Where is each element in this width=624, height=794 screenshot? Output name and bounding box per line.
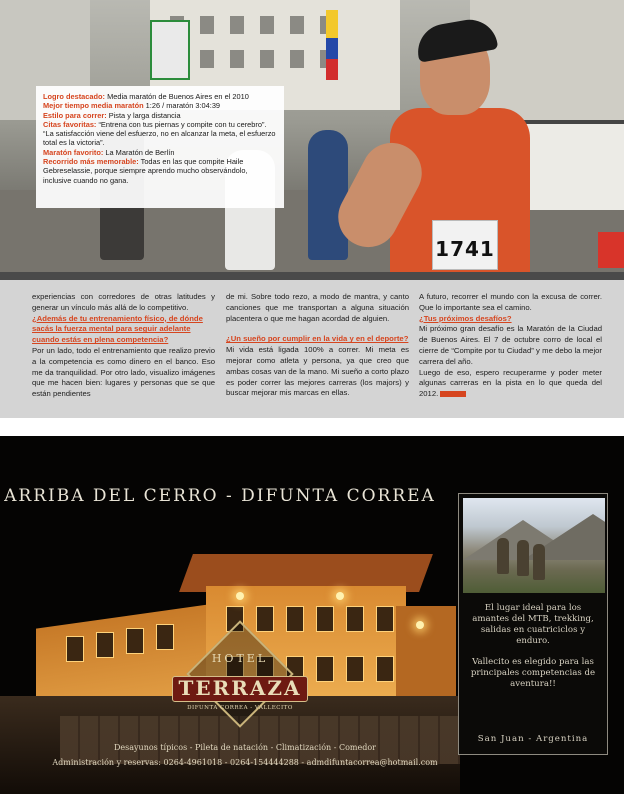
column-2 — [226, 292, 409, 399]
logo-subtitle: DIFUNTA CORREA - VALLECITO — [187, 705, 293, 711]
ad-title: ARRIBA DEL CERRO - DIFUNTA CORREA — [4, 486, 436, 506]
barrier-fence — [520, 120, 624, 210]
runner-profile-box — [36, 86, 284, 208]
ad-side-panel — [458, 493, 608, 755]
profile-line: Logro destacado: Media maratón de Buenos Aires en el 2010 — [43, 92, 249, 101]
question: ¿Además de tu entrenamiento físico, de dónde sacás la fuerza mental para seguir adelante cuando estás en plena competencia? — [32, 313, 203, 345]
background-runner — [308, 130, 348, 260]
end-mark — [440, 391, 466, 397]
traffic-barrier — [598, 232, 624, 268]
question: ¿Tus próximos desafíos? — [419, 313, 512, 323]
hotel-logo — [172, 632, 308, 732]
panel-text — [463, 603, 603, 690]
hotel-advertisement — [0, 436, 624, 794]
column-3 — [419, 292, 602, 400]
flag — [326, 10, 338, 80]
paragraph: Luego de eso, espero recuperarme y poder meter algunas carreras en la pista en lo que queda del 2012. — [419, 367, 602, 399]
paragraph: de mi. Sobre todo rezo, a modo de mantra, y canto canciones que me transportan a alguna situación placentera o que me hagan acordad de alguien. — [226, 292, 409, 323]
hikers-photo — [463, 498, 605, 593]
column-1 — [32, 292, 215, 400]
bib-number: 1741 — [435, 237, 495, 261]
ad-services: Desayunos típicos - Pileta de natación - Climatización - Comedor — [114, 743, 376, 752]
profile-line: Maratón favorito: La Maratón de Berlín — [43, 147, 175, 157]
main-runner — [380, 20, 530, 272]
street-sign — [150, 20, 190, 80]
panel-text-2: Vallecito es elegido para las principales competencias de aventura!! — [470, 657, 596, 689]
panel-text-1: El lugar ideal para los amantes del MTB, trekking, salidas en cuatriciclos y enduro. — [472, 603, 594, 646]
profile-line: Recorrido más memorable: Todas en las que compite Haile Gebreselassie, porque siempre aprendo mucho observándolo, inclusive cuando no gana. — [43, 157, 248, 185]
profile-line: Mejor tiempo media maratón 1:26 / maratón 3:04:39 — [43, 101, 221, 111]
ad-contact: Administración y reservas: 0264-4961018 - 0264-154444288 - admdifuntacorrea@hotmail.com — [52, 758, 438, 767]
paragraph: Por un lado, todo el entrenamiento que realizo previo a la competencia es como dinero en el banco. Eso me da tranquilidad. Por otro lado, visualizo imágenes que me hacen bien: lugares y personas que se que están pendientes — [32, 345, 215, 399]
paragraph: experiencias con corredores de otras latitudes y generar un vínculo más allá de lo competitivo. — [32, 292, 215, 312]
profile-line: Estilo para correr: Pista y larga distancia — [43, 110, 181, 120]
profile-line: Citas favoritas: “Entrena con tus piernas y compite con tu cerebro”. “La satisfacción viene del esfuerzo, no en alcanzar la meta, el esfuerzo total es la victoria”. — [43, 119, 276, 148]
logo-name: TERRAZA — [178, 676, 302, 700]
paragraph: Mi próximo gran desafío es la Maratón de la Ciudad de Buenos Aires. El 7 de octubre corro de local el cierre de “Compite por tu Ciudad” y me debo la mejor carrera del año. — [419, 324, 602, 366]
marathon-photo — [0, 0, 624, 272]
race-bib — [432, 220, 498, 270]
panel-footer: San Juan - Argentina — [477, 734, 589, 744]
question: ¿Un sueño por cumplir en la vida y en el deporte? — [226, 334, 409, 344]
paragraph: A futuro, recorrer el mundo con la excusa de correr. Que lo importante sea el camino. — [419, 292, 602, 312]
paragraph: Mi vida está ligada 100% a correr. Mi meta es mejorar como atleta y persona, ya que creo que ambas cosas van de la mano. Mi sueño a corto plazo es poder correr las mejores carreras (los majors) y buscar mejorar mis marcas en ellas. — [226, 345, 409, 398]
logo-hotel-word: HOTEL — [211, 652, 269, 665]
interview-text — [0, 272, 624, 418]
